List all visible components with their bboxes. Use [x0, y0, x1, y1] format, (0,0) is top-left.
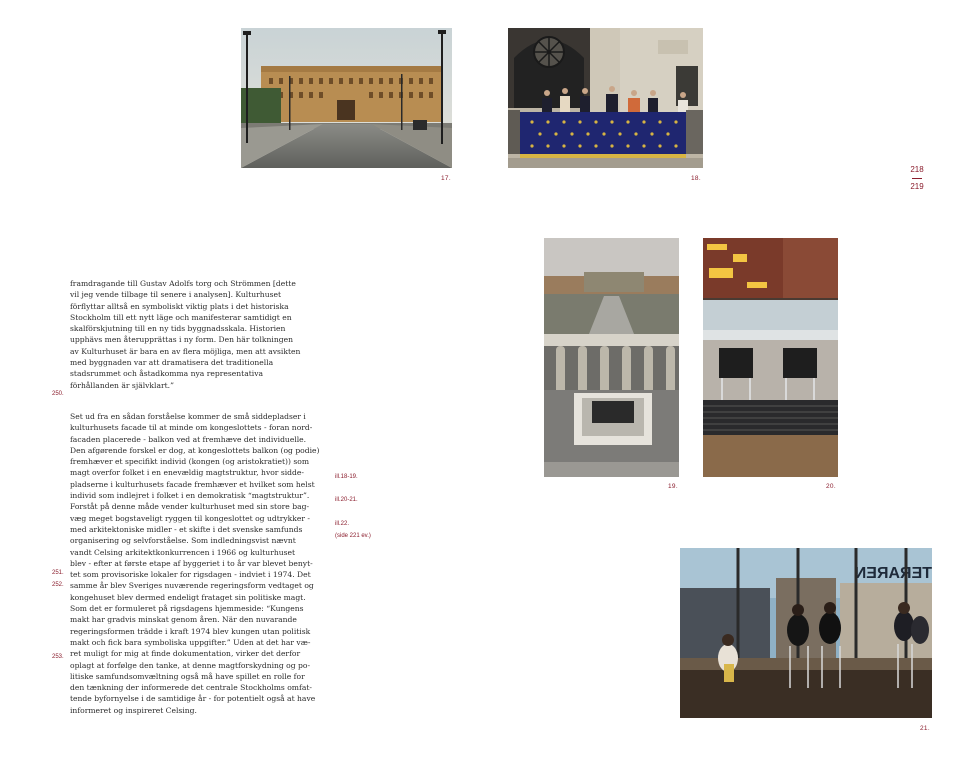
quote-line: av Kulturhuset är bara en av flera möjliga, men att avsikten — [70, 346, 301, 356]
body-line: oplagt at forfølge den tanke, at denne magtforskydning og po- — [70, 660, 311, 670]
photo-royal-balcony — [508, 28, 703, 168]
illustration-ref-20-21: ill.20-21. — [335, 497, 358, 503]
quote-line: förflyttar alltså en symboliskt viktig plats i det historiska — [70, 301, 289, 311]
body-line: regeringsformen trädde i kraft 1974 blev kungen utan politisk — [70, 626, 311, 636]
quote-line: stadsrummet och åstadkomma nya representativa — [70, 369, 264, 379]
caption-21: 21. — [920, 725, 930, 732]
body-line: tet som provisoriske lokaler for rigsdagen - indviet i 1974. Det — [70, 570, 311, 580]
quote-line: Stockholm till ett nytt läge och manifesterar samtidigt en — [70, 312, 292, 322]
body-line: tende byfornyelse i de samtidige år - for potentielt også at have — [70, 694, 316, 704]
photo-window-view — [680, 548, 932, 718]
photo-royal-palace — [241, 28, 452, 168]
illustration-ref-18-19: ill.18-19. — [335, 474, 358, 480]
footnote-252: 252. — [52, 582, 64, 588]
quote-line: upphävs men återupprättas i ny form. Den här tolkningen — [70, 335, 293, 345]
quote-line: skalförskjutning till en ny tids byggnadsskala. Historien — [70, 324, 286, 334]
quote-line: med byggnaden var att dramatisera det traditionella — [70, 358, 274, 368]
body-line: med arkitektoniske midler - et skifte i det svenske samfunds — [70, 524, 303, 534]
body-line: fremhæver et specifikt individ (kongen (og aristokratiet)) som — [70, 457, 310, 467]
body-text — [70, 411, 330, 716]
caption-20: 20. — [826, 483, 836, 490]
page-number-divider — [912, 178, 922, 179]
illustration-ref-22: ill.22. — [335, 521, 350, 527]
body-line: den tænkning der informerede det centrale Stockholms omfat- — [70, 683, 312, 693]
page-number — [905, 165, 929, 192]
body-line: makt har gradvis minskat genom åren. När den nuvarande — [70, 615, 297, 625]
page-number-right: 219 — [910, 182, 924, 191]
body-line: individ som indlejret i folket i en demokratisk “magtstruktur”. — [70, 491, 310, 501]
body-line: Den afgørende forskel er dog, at kongeslottets balkon (og podie) — [70, 445, 320, 455]
page-number-left: 218 — [910, 165, 924, 174]
footnote-251: 251. — [52, 570, 64, 576]
body-line: Som det er formuleret på rigsdagens hjemmeside: “Kungens — [70, 604, 304, 614]
quote-line: vil jeg vende tilbage til senere i analysen]. Kulturhuset — [70, 290, 282, 300]
footnote-253: 253. — [52, 654, 64, 660]
body-line: informeret og inspireret Celsing. — [70, 705, 197, 715]
body-line: Set ud fra en sådan forståelse kommer de små siddepladser i — [70, 412, 306, 421]
body-line: organisering og selvforståelse. Som indledningsvist nævnt — [70, 536, 296, 546]
photo-window-sign: TERAREN — [854, 565, 932, 582]
caption-18: 18. — [691, 175, 701, 182]
illustration-ref-22-page: (side 221 ev.) — [335, 533, 371, 539]
body-line: ret muligt for mig at finde dokumentation, virker det derfor — [70, 649, 301, 659]
body-line: kongehuset blev dermed endeligt frataget sin politiske magt. — [70, 592, 306, 602]
quote-line: framdragande till Gustav Adolfs torg och Strömmen [dette — [70, 279, 296, 288]
body-line: kulturhusets facade til at minde om kongeslottets - foran nord- — [70, 423, 313, 433]
caption-19: 19. — [668, 483, 678, 490]
quote-block — [70, 278, 330, 391]
body-line: magt overfor folket i en enevældig magtstruktur, hvor sidde- — [70, 468, 304, 478]
photo-balustrade-view — [544, 238, 679, 477]
caption-17: 17. — [441, 175, 451, 182]
footnote-250: 250. — [52, 391, 64, 397]
quote-line: förhållanden är självklart.” — [70, 380, 174, 390]
body-line: Forståt på denne måde vender kulturhuset med sin store bag- — [70, 502, 310, 512]
body-line: facaden placerede - balkon ved at fremhæve det individuelle. — [70, 434, 307, 444]
body-line: samme år blev Sveriges nuværende regeringsform vedtaget og — [70, 581, 314, 591]
body-line: vandt Celsing arkitektkonkurrencen i 1966 og kulturhuset — [70, 547, 296, 557]
body-line: blev - efter at første etape af byggeriet i to år var blevet benyt- — [70, 558, 313, 568]
body-line: makt och fick bara symboliska uppgifter.” Uden at det har væ- — [70, 637, 311, 647]
body-line: pladserne i kulturhusets facade fremhæver et hvilket som helst — [70, 479, 315, 489]
photo-facade-seats — [703, 238, 838, 477]
body-line: litiske samfundsomvæltning også må have spillet en rolle for — [70, 671, 305, 681]
body-line: væg meget bogstaveligt ryggen til kongeslottet og udtrykker - — [70, 513, 310, 523]
